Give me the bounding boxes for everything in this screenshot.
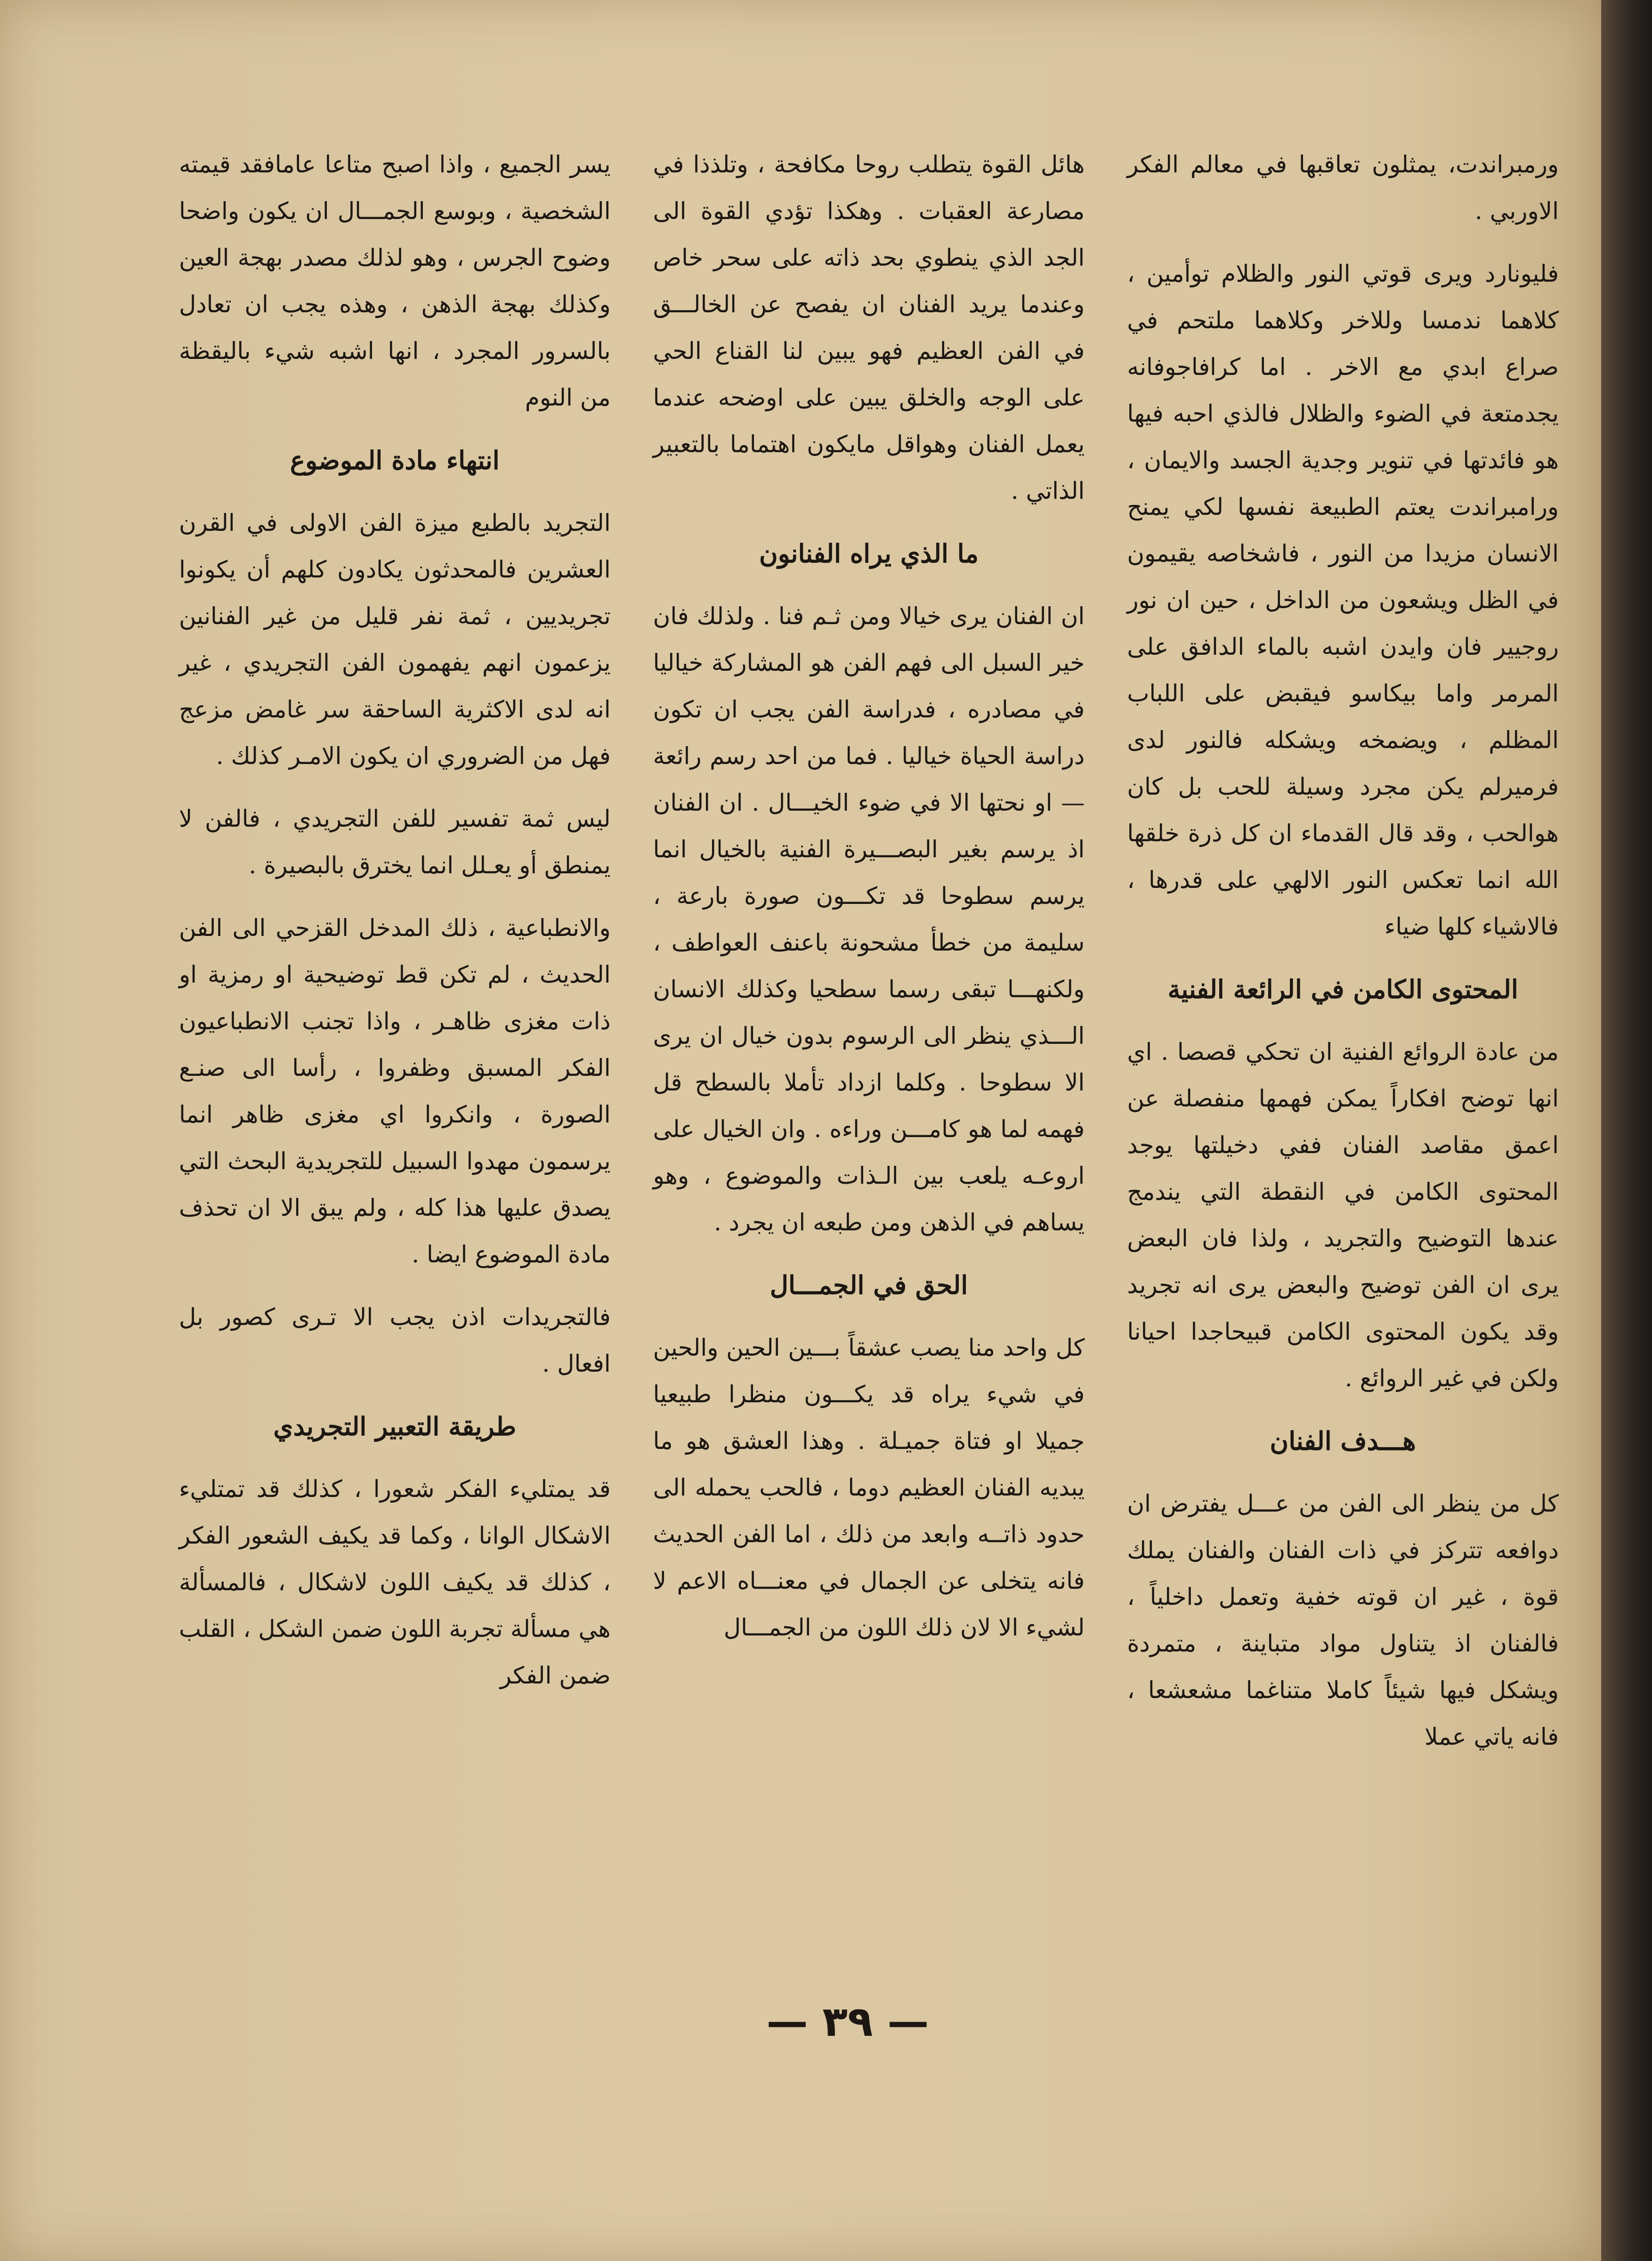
paragraph: ان الفنان يرى خيالا ومن ثـم فنا . ولذلك فان خير السبل الى فهم الفن هو المشاركة خياليا في مصادره ، فدراسة الفن يجب ان تكون دراسة الحياة خياليا . فما من احد رسم رائعة — او نحتها الا في ضوء الخيـــال . ان الفنان اذ يرسم بغير البصـــيرة الفنية بالخيال انما يرسم سطوحا قد تكـــون صورة بارعة ، سليمة من خطأ مشحونة باعنف العواطف ، ولكنهـــا تبقى رسما سطحيا وكذلك الانسان الـــذي ينظر الى الرسوم بدون خيال ان يرى الا سطوحا . وكلما ازداد تأملا بالسطح قل فهمه لما هو كامـــن وراءه . وان الخيال على اروعـه يلعب بين الـذات والموضوع ، وهو يساهم في الذهن ومن طبعه ان يجرد . [653, 602, 1085, 1236]
page-number: — ٣٩ — [766, 1997, 929, 2046]
paragraph: التجريد بالطبع ميزة الفن الاولى في القرن العشرين فالمحدثون يكادون كلهم أن يكونوا تجريديين ، ثمة نفر قليل من غير الفنانين يزعمون انهم يفهمون الفن التجريدي ، غير انه لدى الاكثرية الساحقة سر غامض مزعج فهل من الضروري ان يكون الامـر كذلك . [178, 509, 611, 770]
column-right [1127, 141, 1559, 1978]
article-columns [179, 141, 1559, 1978]
column-left [179, 141, 611, 1978]
section-heading: ما الذي يراه الفنانون [759, 538, 979, 569]
paragraph: فالتجريدات اذن يجب الا تـرى كصور بل افعال . [178, 1303, 611, 1377]
paragraph: فليونارد ويرى قوتي النور والظلام توأمين ، كلاهما ندمسا وللاخر وكلاهما ملتحم في صراع ابدي مع الاخر . اما كرافاجوفانه يجدمتعة في الضوء والظلال فالذي احبه فيها هو فائدتها في تنوير وجدية الجسد والايمان ، ورامبراندت يعتم الطبيعة نفسها لكي يمنح الانسان مزيدا من النور ، فاشخاصه يقيمون في الظل ويشعون من الداخل ، حين ان نور روجيير فان وايدن اشبه بالماء الدافق على المرمر واما بيكاسو فيقبض على اللباب المظلم ، ويضمخه ويشكله فالنور لدى فرميرلم يكن مجرد وسيلة للحب بل كان هوالحب ، وقد قال القدماء ان كل ذرة خلقها الله انما تعكس النور الالهي على قدرها ، فالاشياء كلها ضياء [1127, 260, 1559, 940]
section-heading: المحتوى الكامن في الرائعة الفنية [1167, 974, 1518, 1004]
paragraph: هائل القوة يتطلب روحا مكافحة ، وتلذذا في مصارعة العقبات . وهكذا تؤدي القوة الى الجد الذي ينطوي بحد ذاته على سحر خاص وعندما يريد الفنان ان يفصح عن الخالـــق في الفن العظيم فهو يبين لنا القناع الحي على الوجه والخلق يبين على اوضحه عندما يعمل الفنان وهواقل مايكون اهتماما بالتعبير الذاتي . [653, 151, 1085, 504]
section-heading: طريقة التعبير التجريدي [273, 1411, 517, 1441]
section-heading: الحق في الجمـــال [769, 1270, 968, 1300]
paragraph: يسر الجميع ، واذا اصبح متاعا عامافقد قيمته الشخصية ، وبوسع الجمـــال ان يكون واضحا وضوح الجرس ، وهو لذلك مصدر بهجة العين وكذلك بهجة الذهن ، وهذه يجب ان تعادل بالسرور المجرد ، انها اشبه شيء باليقظة من النوم [178, 151, 611, 411]
column-middle [653, 141, 1085, 1978]
paragraph: والانطباعية ، ذلك المدخل القزحي الى الفن الحديث ، لم تكن قط توضيحية او رمزية او ذات مغزى ظاهـر ، واذا تجنب الانطباعيون الفكر المسبق وظفروا ، رأسا الى صنـع الصورة ، وانكروا اي مغزى ظاهر انما يرسمون مهدوا السبيل للتجريدية البحث التي يصدق عليها هذا كله ، ولم يبق الا ان تحذف مادة الموضوع ايضا . [178, 914, 611, 1268]
section-heading: هـــدف الفنان [1270, 1426, 1416, 1456]
paragraph: قد يمتليء الفكر شعورا ، كذلك قد تمتليء الاشكال الوانا ، وكما قد يكيف الشعور الفكر ، كذلك قد يكيف اللون لاشكال ، فالمسألة هي مسألة تجربة اللون ضمن الشكل ، القلب ضمن الفكر [178, 1475, 611, 1689]
paragraph: كل من ينظر الى الفن من عـــل يفترض ان دوافعه تتركز في ذات الفنان والفنان يملك قوة ، غير ان قوته خفية وتعمل داخلياً ، فالفنان اذ يتناول مواد متباينة ، متمردة ويشكل فيها شيئاً كاملا متناغما مشعشعا ، فانه ياتي عملا [1127, 1490, 1559, 1750]
paragraph: ورمبراندت، يمثلون تعاقبها في معالم الفكر الاوربي . [1127, 151, 1559, 225]
page-edge-shadow [1601, 0, 1652, 2261]
paragraph: من عادة الروائع الفنية ان تحكي قصصا . اي انها توضح افكاراً يمكن فهمها منفصلة عن اعمق مقاصد الفنان ففي دخيلتها يوجد المحتوى الكامن في النقطة التي يندمج عندها التوضيح والتجريد ، ولذا فان البعض يرى ان الفن توضيح والبعض يرى انه تجريد وقد يكون المحتوى الكامن قبيحاجدا احيانا ولكن في غير الروائع . [1127, 1038, 1559, 1392]
section-heading: انتهاء مادة الموضوع [290, 445, 500, 475]
paragraph: كل واحد منا يصب عشقاً بـــين الحين والحين في شيء يراه قد يكـــون منظرا طبيعيا جميلا او فتاة جميـلة . وهذا العشق هو ما يبديه الفنان العظيم دوما ، فالحب يحمله الى حدود ذاتــه وابعد من ذلك ، اما الفن الحديث فانه يتخلى عن الجمال في معنـــاه الاعم لا لشيء الا لان ذلك اللون من الجمـــال [653, 1334, 1085, 1641]
paragraph: ليس ثمة تفسير للفن التجريدي ، فالفن لا يمنطق أو يعـلل انما يخترق بالبصيرة . [178, 805, 611, 879]
